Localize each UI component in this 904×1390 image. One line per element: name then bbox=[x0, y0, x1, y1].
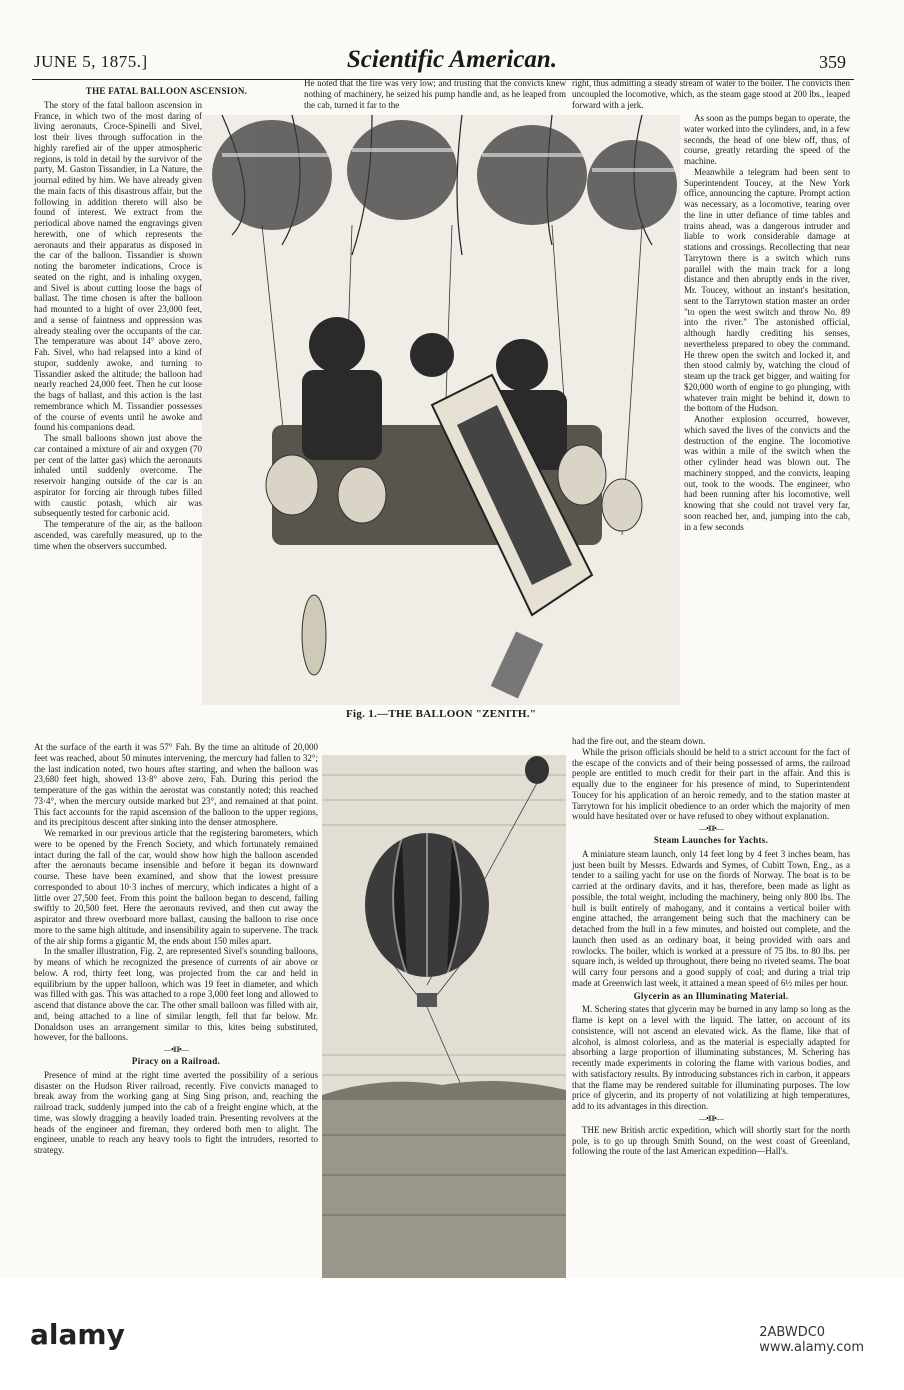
article-body-narrow bbox=[34, 100, 202, 552]
separator: —•I0I•— bbox=[699, 824, 723, 833]
paragraph: THE new British arctic expedition, which will shortly start for the north pole, is to go up through Smith Sound, on the west coast of Greenland, following the route of the last American expedition—Hall's. bbox=[572, 1124, 850, 1157]
paragraph: A miniature steam launch, only 14 feet long by 4 feet 3 inches beam, has just been built by Messrs. Edwards and Symes, of Cubitt Town, Eng., as a tender to a sailing yacht for use on the fiords of Norway. The boat is to be carried at the ordinary davits, and it has, therefore, been made as light as possible, the total weight, including the machinery, being only 800 lbs. The hull is built entirely of mahogany, and it contains a vertical boiler with engine attached, the arrangement being such that the machinery can be detached from the hull in a few minutes, and hoisted out complete, and the launch then used as an ordinary boat, it being provided with oars and rowlocks. The boiler, which is worked at a pressure of 75 lbs. to 80 lbs. per square inch, is welded up throughout, there being no riveted seams. The boat will carry four persons and a good supply of coal; and during a trial trip made at Greenwich last week, it attained a mean speed of 6½ miles per hour. bbox=[572, 848, 850, 988]
paragraph: Meanwhile a telegram had been sent to Superintendent Toucey, at the New York office, announcing the capture. Prompt action was necessary, as a locomotive, tearing over the line in utter defiance of time tables and trains ahead, was a dangerous intruder and liable to work considerable damage at stations and crossings. Recollecting that near Tarrytown there is a switch which runs parallel with the main track for a long distance and then abruptly ends in the river, Mr. Toucey, without an instant's hesitation, sent to the Tarrytown station master an order "to open the west switch and throw No. 89 into the river." The astonished official, although hardly crediting his senses, nevertheless prepared to obey the command. He threw open the switch and locked it, and then stood calmly by, watching the cloud of steam up the track get bigger, and waiting for $20,000 worth of engine to go plunging, with whatever train might be behind it, down to the bottom of the Hudson. bbox=[684, 166, 850, 414]
article-fatal-balloon-continued bbox=[34, 742, 318, 1156]
paragraph: At the surface of the earth it was 57° Fah. By the time an altitude of 20,000 feet was reached, about 50 minutes intervening, the mercury had fallen to 32°; the last indication noted, two hours after starting, and when the balloon was 23,680 feet high, showed 13·8° above zero, Fah. During this period the temperature of the gas within the aerostat was constantly noted; this reached 73·4°, when the mercury outside marked but 23°, and remained at that point. This fact accounts for the rapid ascension of the balloon to the upper regions, and its precipitous descent after sinking into the denser atmosphere. bbox=[34, 742, 318, 828]
paragraph: Presence of mind at the right time averted the possibility of a serious disaster on the Hudson River railroad, recently. Five convicts managed to break away from the working gang at Sing Sing prison, and, reaching the railroad track, suddenly jumped into the cab of a freight engine which, at the time, was slowly dragging a heavily loaded train. Presenting revolvers at the heads of the engineer and fireman, they ordered both men to alight. The engineer, unable to reach any heavy tools to fight the intruders, resorted to strategy. bbox=[34, 1069, 318, 1155]
watermark-logo: alamy bbox=[30, 1318, 125, 1351]
column-3-lower bbox=[572, 736, 850, 1157]
article-title: Glycerin as an Illuminating Material. bbox=[633, 990, 789, 1001]
masthead-title: Scientific American. bbox=[346, 46, 558, 73]
paragraph: He noted that the fire was very low; and trusting that the convicts knew nothing of machinery, he seized his pump handle and, as he leaped from the cab, turned it far to the bbox=[304, 78, 566, 110]
paragraph: Another explosion occurred, however, which saved the lives of the convicts and the destruction of the engine. The locomotive was within a mile of the switch when the other cylinder head was blown out. The machinery stopped, and the convicts, leaping out, took to the woods. The engineer, who had been running after his locomotive, well knowing that she could not travel very far, soon reached her, and, jumping into the cab, in a few seconds bbox=[684, 414, 850, 532]
paragraph: In the smaller illustration, Fig. 2, are represented Sivel's sounding balloons, by means of which he recognized the presence of currents of air above or below. A rod, thirty feet long, was projected from the car and held in equilibrium by the upper balloon, which was 19 feet in diameter, and which was filled with gas. This was attached to a rope 3,000 feet long and allowed to ascend that distance above the car. The other small balloon was filled with air, and, being attached to a line of similar length, fell that far below. Mr. Donaldson uses an arrangement similar to this, kites being substituted, however, for the balloons. bbox=[34, 946, 318, 1043]
paragraph: The small balloons shown just above the car contained a mixture of air and oxygen (70 per cent of the latter gas) which the aeronauts inhaled until suddenly overcome. The reservoir hanging outside of the car is an aspirator for forcing air through tubes filled with caustic potash, which air was subsequently tested for carbonic acid. bbox=[34, 433, 202, 519]
paragraph: While the prison officials should be held to a strict account for the fact of the escape of the convicts and of their being possessed of arms, the railroad people are entitled to much credit for their part in the affair. And this is equally due to the engineer for his presence of mind, to Superintendent Toucey for his application of an heroic remedy, and to the station master at Tarrytown for his implicit obedience to an order which the majority of men would have hesitated over or have refused to obey without explanation. bbox=[572, 746, 850, 822]
paragraph: had the fire out, and the steam down. bbox=[572, 736, 706, 746]
railroad-col3-top bbox=[572, 78, 850, 110]
balloon-zenith-engraving bbox=[202, 115, 680, 705]
railroad-col3-narrow bbox=[684, 113, 850, 532]
page-number: 359 bbox=[819, 52, 846, 72]
separator: —•I0I•— bbox=[699, 1113, 723, 1123]
article-title: Steam Launches for Yachts. bbox=[653, 835, 769, 845]
paragraph: The temperature of the air, as the balloon ascended, was carefully measured, up to the time when the observers succumbed. bbox=[34, 519, 202, 551]
watermark-info bbox=[759, 1325, 864, 1355]
separator: —•I0I•— bbox=[164, 1045, 188, 1054]
watermark-url: www.alamy.com bbox=[759, 1340, 864, 1355]
sounding-balloons-engraving bbox=[322, 755, 566, 1285]
article-title: Piracy on a Railroad. bbox=[131, 1056, 221, 1066]
figure-1-caption: Fig. 1.—THE BALLOON "ZENITH." bbox=[346, 708, 537, 720]
paragraph: The story of the fatal balloon ascension in France, in which two of the most daring of living aeronauts, Croce-Spinelli and Sivel, lost their lives through suffocation in the highly rarefied air of the upper atmospheric regions, is told in detail by the survivor of the party, M. Gaston Tissandier, in La Nature, the journal edited by him. We have already given the main facts of this disastrous affair, but the following in addition thereto will also be found of interest. We extract from the periodical above named the engravings given herewith, one of which represents the aeronauts and their apparatus as disposed in the car of the balloon. Tissandier is shown noting the barometer indications, Croce is seated on the right, and is inhaling oxygen, and Sivel is about cutting loose the bags of ballast. The time chosen is after the balloon had mounted to a hight of over 23,000 feet, and a sense of faintness and oppression was already stealing over the occupants of the car. The temperature was about 14° above zero, Fah. Sivel, who had relapsed into a kind of stupor, suddenly awoke, and turning to Tissandier asked the altitude; the balloon had nearly reached 24,000 feet. Then he cut loose the bags of ballast, and this action is the last remembrance which M. Tissandier possesses of the course of events until he awoke and found his companions dead. bbox=[34, 99, 202, 433]
article-title: THE FATAL BALLOON ASCENSION. bbox=[85, 86, 248, 96]
railroad-continued-top bbox=[304, 78, 566, 110]
paragraph: We remarked in our previous article that the registering barometers, which were to be opened by the French Society, and which fortunately remained intact during the fall of the car, would show how high the balloon ascended after the aeronauts became insensible and before it began its downward course. These have been examined, and show that the lowest pressure corresponded to about 10·3 inches of mercury, which indicates a hight of a little over 27,500 feet. From this point the balloon began to descend, falling swiftly to 20,500 feet. Here the aeronauts revived, and then cut away the aspirator and threw overboard more ballast, causing the balloon to rise once more to the same high altitude, and insensibility again to supervene. The track of the air ship forms a gigantic M, the ends about 150 miles apart. bbox=[34, 828, 318, 946]
paragraph: right, thus admitting a steady stream of water to the boiler. The convicts then uncoupled the locomotive, which, as the steam gage stood at 200 lbs., leaped forward with a jerk. bbox=[572, 78, 850, 110]
paragraph: As soon as the pumps began to operate, the water worked into the cylinders, and, in a few seconds, the head of one blew off, thus, of course, greatly retarding the speed of the machine. bbox=[684, 113, 850, 166]
watermark-id: 2ABWDC0 bbox=[759, 1325, 826, 1340]
paragraph: M. Schering states that glycerin may be burned in any lamp so long as the flame is kept on a level with the liquid. The latter, on account of its consistence, will not ascend an elevated wick. As the flame, like that of alcohol, is almost colorless, and as the material is especially adapted for absorbing a large proportion of illuminating substances, M. Schering has recently made experiments in coloring the flame with various bodies, and with satisfactory results. By introducing substances rich in carbon, it appears that the flame may be rendered suitable for illuminating purposes. The low price of glycerin, and its property of not volatilizing at high temperatures, add to its advantages in this direction. bbox=[572, 1004, 850, 1111]
issue-date: JUNE 5, 1875.] bbox=[34, 52, 148, 71]
